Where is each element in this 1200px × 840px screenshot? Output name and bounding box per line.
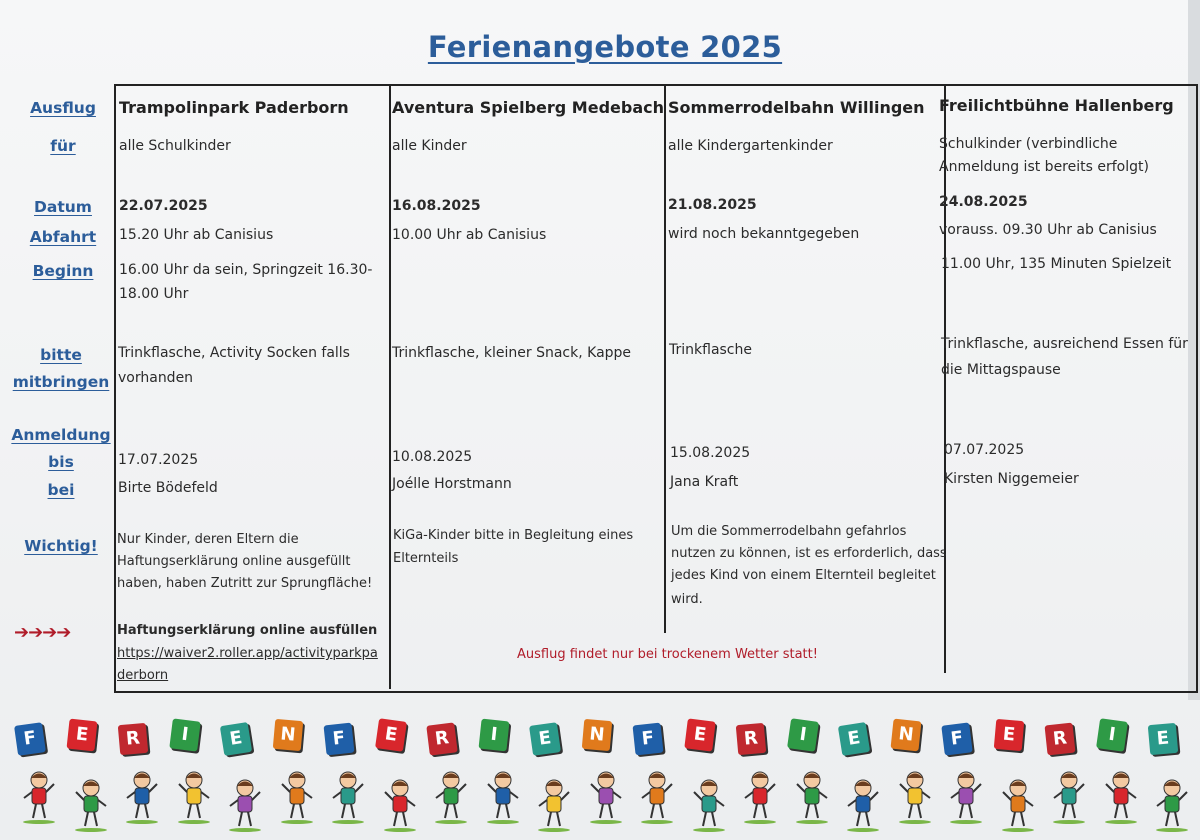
col3-wichtig-4: wird. [671, 592, 703, 607]
col2-datum: 16.08.2025 [392, 198, 481, 214]
banner-letter-book: N [890, 719, 921, 752]
col3-datum: 21.08.2025 [668, 197, 757, 213]
label-abfahrt: Abfahrt [29, 228, 97, 246]
col4-fuer-1: Schulkinder (verbindliche [939, 136, 1118, 152]
col1-beginn-1: 16.00 Uhr da sein, Springzeit 16.30- [119, 262, 373, 278]
col4-abfahrt: vorauss. 09.30 Uhr ab Canisius [939, 222, 1157, 238]
banner-kid-figure [795, 770, 829, 830]
banner-letter-book: F [14, 722, 46, 756]
col1-fuer: alle Schulkinder [119, 138, 231, 154]
banner-letter-book: F [633, 723, 664, 756]
banner-kid-figure [331, 770, 365, 830]
col3-wichtig-3: jedes Kind von einem Elternteil begleitet [671, 568, 936, 583]
label-bei: bei [47, 481, 75, 499]
banner-kid-figure [640, 770, 674, 830]
col1-beginn-2: 18.00 Uhr [119, 286, 189, 302]
col3-bei: Jana Kraft [670, 474, 739, 490]
label-fuer: für [50, 137, 76, 155]
banner-letter-book: E [66, 719, 97, 752]
arrow-icons: ➔➔➔➔ [14, 622, 71, 643]
label-datum: Datum [34, 198, 92, 216]
banner-letter-book: I [1096, 718, 1128, 752]
label-wichtig: Wichtig! [24, 537, 98, 555]
label-ausflug: Ausflug [30, 99, 96, 117]
waiver-link-cont[interactable]: derborn [117, 668, 169, 683]
col4-bei: Kirsten Niggemeier [944, 471, 1079, 487]
banner-letter-book: N [581, 719, 612, 751]
col4-bis: 07.07.2025 [944, 442, 1025, 458]
banner-letter-book: E [838, 722, 870, 756]
col3-abfahrt: wird noch bekanntgegeben [668, 226, 860, 242]
banner-kid-figure [228, 778, 262, 838]
banner-letter-book: I [169, 718, 200, 751]
col4-fuer-2: Anmeldung ist bereits erfolgt) [939, 159, 1149, 175]
waiver-title: Haftungserklärung online ausfüllen [117, 623, 378, 638]
banner-letter-book: E [220, 722, 252, 756]
banner-kid-figure [1155, 778, 1189, 838]
banner-kid-figure [537, 778, 571, 838]
banner-letter-book: R [118, 723, 149, 755]
banner-kid-figure [280, 770, 314, 830]
col1-datum: 22.07.2025 [119, 198, 208, 214]
banner-letter-book: I [787, 718, 819, 752]
banner-kid-figure [846, 778, 880, 838]
weather-note: Ausflug findet nur bei trockenem Wetter statt! [517, 647, 818, 662]
col4-beginn: 11.00 Uhr, 135 Minuten Spielzeit [941, 256, 1172, 272]
col2-fuer: alle Kinder [392, 138, 467, 154]
ferien-banner [0, 700, 1200, 840]
banner-letter-book: R [736, 723, 767, 755]
banner-letter-book: E [993, 719, 1024, 751]
label-anmeldung: Anmeldung [11, 426, 111, 444]
col2-wichtig-2: Elternteils [393, 551, 459, 566]
banner-kid-figure [74, 778, 108, 838]
waiver-link[interactable]: https://waiver2.roller.app/activityparkpa [117, 646, 378, 661]
banner-letter-book: R [1045, 723, 1076, 756]
banner-letter-book: E [529, 722, 561, 756]
col2-bei: Joélle Horstmann [392, 476, 512, 492]
banner-kid-figure [949, 770, 983, 830]
banner-kid-figure [383, 778, 417, 838]
label-bitte: bitte [40, 346, 82, 364]
banner-letter-book: R [426, 722, 457, 755]
col3-wichtig-1: Um die Sommerrodelbahn gefahrlos [671, 524, 907, 539]
col3-fuer: alle Kindergartenkinder [668, 138, 833, 154]
col1-wichtig-1: Nur Kinder, deren Eltern die [117, 532, 299, 547]
banner-kid-figure [177, 770, 211, 830]
col4-header: Freilichtbühne Hallenberg [939, 96, 1174, 115]
banner-letter-book: E [684, 718, 715, 751]
banner-kid-figure [1104, 770, 1138, 830]
col2-abfahrt: 10.00 Uhr ab Canisius [392, 227, 547, 243]
banner-kid-figure [22, 770, 56, 830]
col2-mitbringen: Trinkflasche, kleiner Snack, Kappe [392, 345, 632, 361]
banner-kid-figure [486, 770, 520, 830]
col1-mitbringen-1: Trinkflasche, Activity Socken falls [118, 345, 350, 361]
col1-mitbringen-2: vorhanden [118, 370, 194, 386]
banner-kid-figure [589, 770, 623, 830]
col1-wichtig-2: Haftungserklärung online ausgefüllt [117, 554, 351, 569]
banner-letter-book: E [1148, 723, 1179, 755]
col4-datum: 24.08.2025 [939, 194, 1028, 210]
col2-bis: 10.08.2025 [392, 449, 473, 465]
banner-letter-book: F [324, 723, 355, 756]
page-title: Ferienangebote 2025 [427, 30, 783, 64]
col1-bis: 17.07.2025 [118, 452, 199, 468]
banner-kid-figure [434, 770, 468, 830]
label-beginn: Beginn [32, 262, 94, 280]
col1-header: Trampolinpark Paderborn [119, 98, 349, 117]
banner-letter-book: I [478, 719, 509, 752]
column-divider-2 [664, 84, 666, 633]
col4-mitbringen-2: die Mittagspause [941, 362, 1061, 378]
banner-kid-figure [125, 770, 159, 830]
banner-letter-book: N [272, 719, 303, 751]
col3-bis: 15.08.2025 [670, 445, 751, 461]
banner-letter-book: E [375, 718, 407, 752]
banner-kid-figure [898, 770, 932, 830]
banner-kid-figure [743, 770, 777, 830]
col3-header: Sommerrodelbahn Willingen [668, 98, 925, 117]
col1-wichtig-3: haben, haben Zutritt zur Sprungfläche! [117, 576, 373, 591]
banner-kid-figure [1052, 770, 1086, 830]
col2-wichtig-1: KiGa-Kinder bitte in Begleitung eines [393, 528, 634, 543]
col4-mitbringen-1: Trinkflasche, ausreichend Essen für [941, 336, 1188, 352]
banner-kid-figure [692, 778, 726, 838]
col2-header: Aventura Spielberg Medebach [392, 98, 664, 117]
banner-letter-book: F [941, 722, 972, 755]
column-divider-1 [389, 84, 391, 689]
col3-mitbringen: Trinkflasche [669, 342, 752, 358]
banner-kid-figure [1001, 778, 1035, 838]
label-mitbringen: mitbringen [12, 373, 110, 391]
label-bis: bis [48, 453, 74, 471]
col1-abfahrt: 15.20 Uhr ab Canisius [119, 227, 274, 243]
col1-bei: Birte Bödefeld [118, 480, 218, 496]
col3-wichtig-2: nutzen zu können, ist es erforderlich, dass [671, 546, 947, 561]
